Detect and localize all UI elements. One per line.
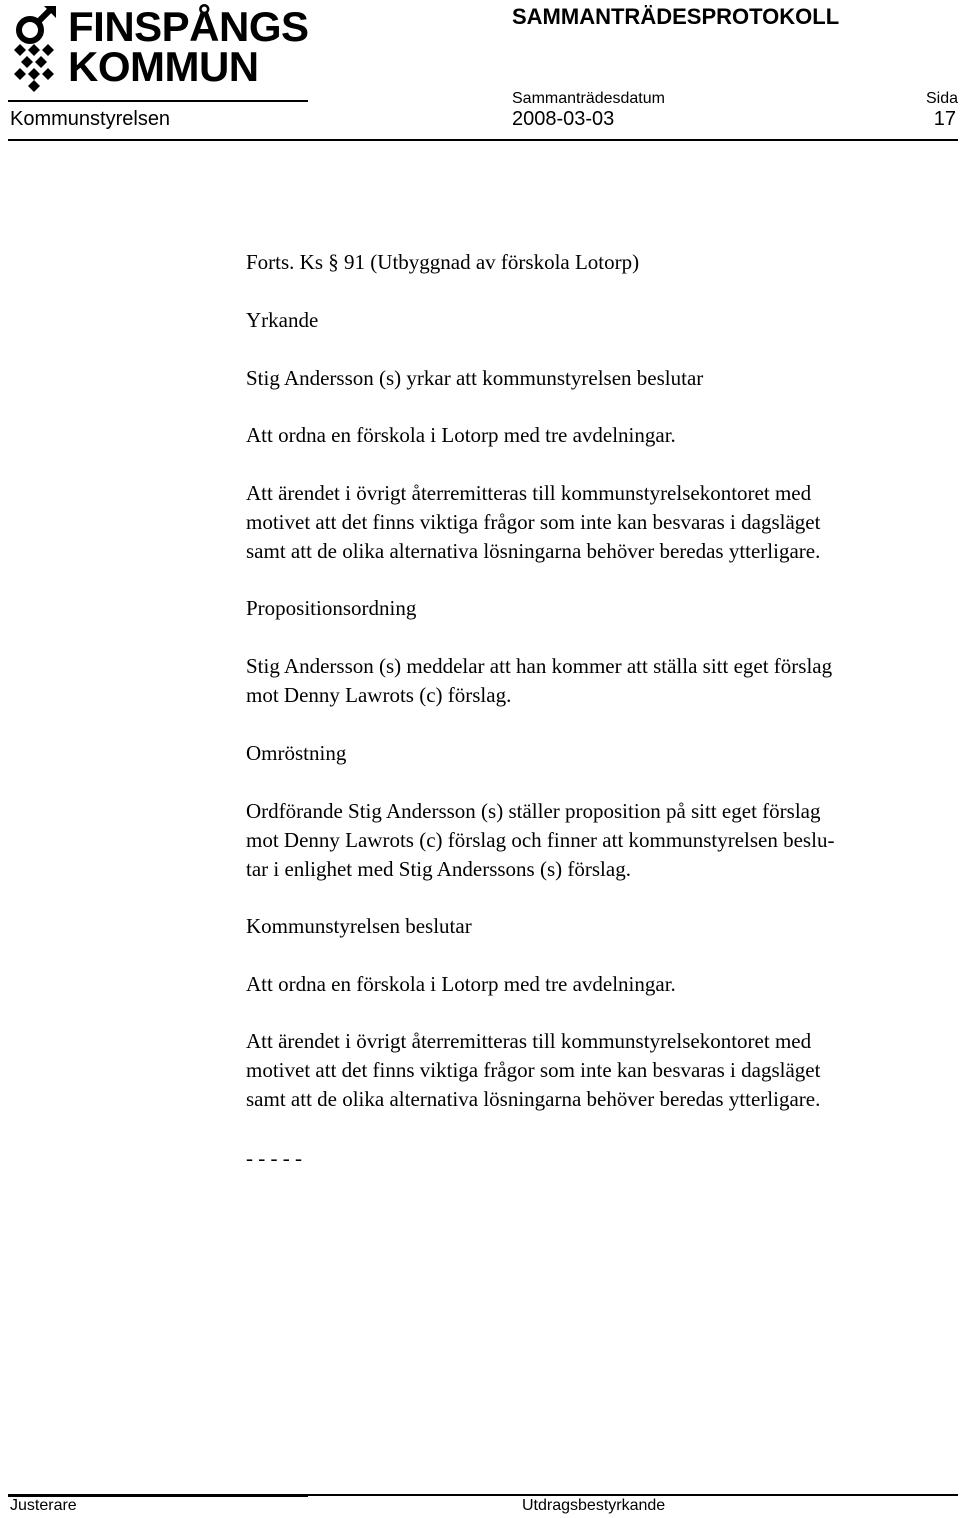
yrkande-point-2-line: motivet att det finns viktiga frågor som inte kan besvaras i dagsläget [246, 510, 821, 534]
end-marker: - - - - - [246, 1146, 302, 1170]
meeting-date-label: Sammanträdesdatum [512, 90, 665, 107]
committee-name: Kommunstyrelsen [10, 108, 171, 130]
yrkande-point-1: Att ordna en förskola i Lotorp med tre avdelningar. [246, 423, 676, 447]
beslut-point-2-line: motivet att det finns viktiga frågor som inte kan besvaras i dagsläget [246, 1058, 821, 1082]
beslut-point-2-line: samt att de olika alternativa lösningarna behöver beredas ytterligare. [246, 1087, 821, 1111]
propositionsordning-line: Stig Andersson (s) meddelar att han kommer att ställa sitt eget förslag [246, 654, 833, 678]
heading-propositionsordning: Propositionsordning [246, 596, 417, 620]
omrostning-line: Ordförande Stig Andersson (s) ställer proposition på sitt eget förslag [246, 799, 821, 823]
footer-adjuster-label: Justerare [10, 1497, 77, 1514]
yrkande-intro: Stig Andersson (s) yrkar att kommunstyrelsen beslutar [246, 366, 704, 390]
case-title: (Utbyggnad av förskola Lotorp) [370, 250, 640, 274]
beslut-point-1: Att ordna en förskola i Lotorp med tre avdelningar. [246, 972, 676, 996]
page-number: 17 [933, 108, 956, 130]
section-sign: § [328, 250, 339, 274]
page-label: Sida [925, 90, 958, 107]
coat-of-arms-icon [8, 2, 66, 92]
case-number: 91 [344, 250, 366, 274]
municipality-logo [8, 2, 308, 92]
continuation-prefix: Forts. Ks [246, 250, 324, 274]
heading-yrkande: Yrkande [246, 308, 319, 332]
logo-text-line2: KOMMUN [68, 43, 259, 90]
yrkande-point-2-line: Att ärendet i övrigt återremitteras till kommunstyrelsekontoret med [246, 481, 812, 505]
heading-beslut: Kommunstyrelsen beslutar [246, 914, 472, 938]
logo-text-line1: FINSPÅNGS [68, 3, 309, 50]
heading-omrostning: Omröstning [246, 741, 347, 765]
header-divider [8, 139, 958, 141]
logo-underline [8, 100, 308, 102]
meeting-date: 2008-03-03 [512, 108, 615, 130]
propositionsordning-line: mot Denny Lawrots (c) förslag. [246, 683, 512, 707]
omrostning-line: tar i enlighet med Stig Anderssons (s) förslag. [246, 857, 631, 881]
footer-certification-label: Utdragsbestyrkande [522, 1497, 666, 1514]
document-title: SAMMANTRÄDESPROTOKOLL [512, 4, 840, 29]
omrostning-line: mot Denny Lawrots (c) förslag och finner att kommunstyrelsen beslu- [246, 828, 835, 852]
yrkande-point-2-line: samt att de olika alternativa lösningarna behöver beredas ytterligare. [246, 539, 821, 563]
beslut-point-2-line: Att ärendet i övrigt återremitteras till kommunstyrelsekontoret med [246, 1029, 812, 1053]
case-heading [246, 248, 639, 277]
